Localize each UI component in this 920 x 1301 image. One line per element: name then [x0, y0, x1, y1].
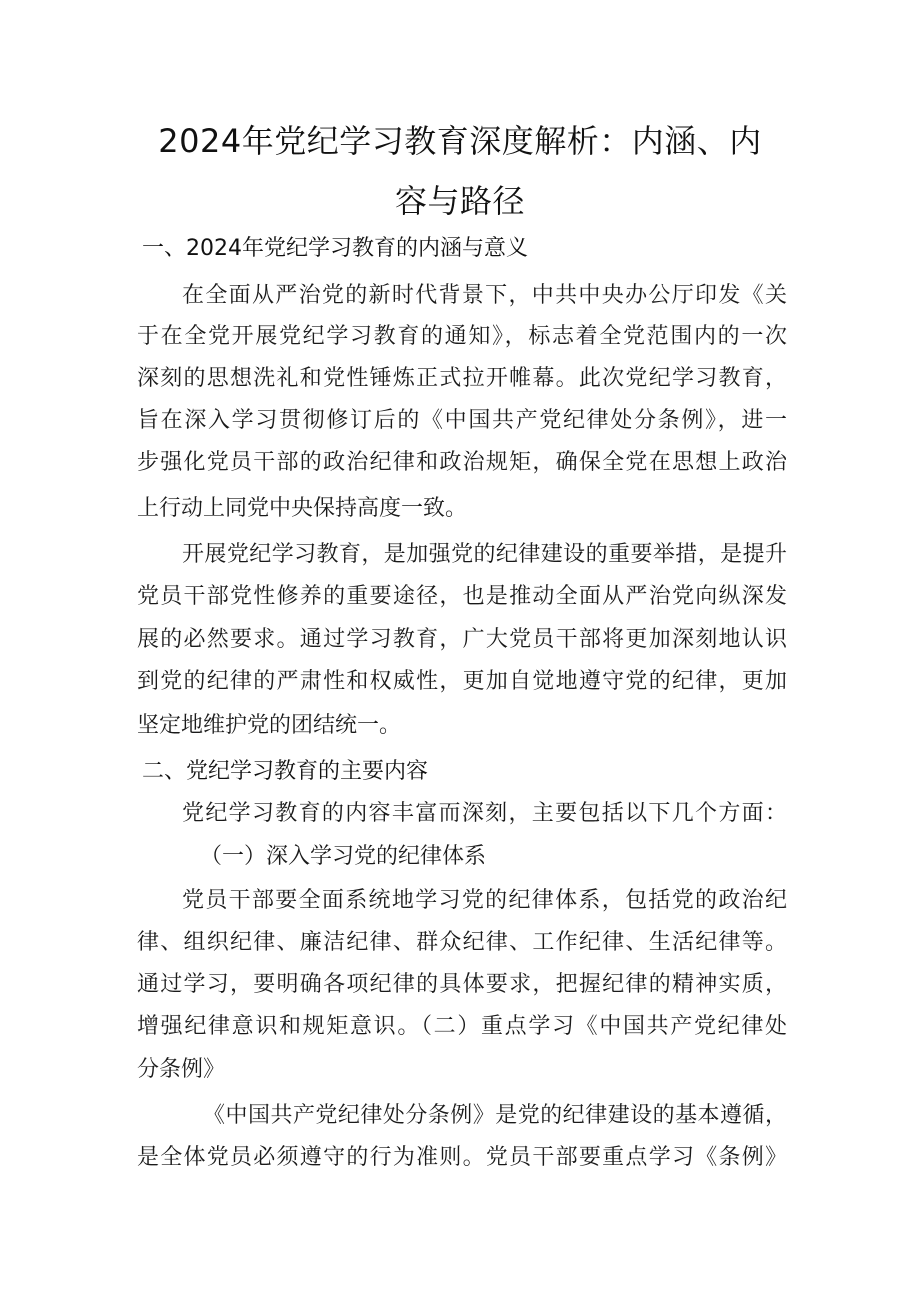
paragraph-line: 党员干部要全面系统地学习党的纪律体系，包括党的政治纪 [182, 888, 787, 913]
paragraph-line: 于在全党开展党纪学习教育的通知》，标志着全党范围内的一次 [137, 324, 787, 349]
paragraph-line: 通过学习，要明确各项纪律的具体要求，把握纪律的精神实质， [137, 972, 787, 997]
paragraph-line: 《中国共产党纪律处分条例》是党的纪律建设的基本遵循， [203, 1103, 787, 1128]
paragraph-line: 坚定地维护党的团结统一。 [137, 713, 402, 738]
paragraph-line: 党员干部党性修养的重要途径，也是推动全面从严治党向纵深发 [137, 584, 787, 609]
paragraph-line: 分条例》 [137, 1057, 226, 1082]
document-title-line-2: 容与路径 [394, 182, 525, 220]
section-1-heading: 一、2024年党纪学习教育的内涵与意义 [142, 236, 528, 261]
paragraph-line: 上行动上同党中央保持高度一致。 [137, 496, 468, 521]
document-title-line-1: 2024年党纪学习教育深度解析：内涵、内 [158, 122, 762, 160]
section-2-heading: 二、党纪学习教育的主要内容 [142, 759, 429, 784]
paragraph-line: 在全面从严治党的新时代背景下，中共中央办公厅印发《关 [182, 283, 787, 308]
paragraph-line: 到党的纪律的严肃性和权威性，更加自觉地遵守党的纪律，更加 [137, 669, 787, 694]
paragraph-line: 旨在深入学习贯彻修订后的《中国共产党纪律处分条例》，进一 [137, 408, 787, 433]
paragraph-line: 是全体党员必须遵守的行为准则。党员干部要重点学习《条例》 [137, 1145, 787, 1170]
subsection-1-heading: （一）深入学习党的纪律体系 [200, 844, 487, 869]
paragraph-line: 开展党纪学习教育，是加强党的纪律建设的重要举措，是提升 [182, 542, 787, 567]
paragraph-line: 增强纪律意识和规矩意识。（二）重点学习《中国共产党纪律处 [137, 1014, 787, 1039]
paragraph-line: 律、组织纪律、廉洁纪律、群众纪律、工作纪律、生活纪律等。 [137, 930, 787, 955]
paragraph-line: 深刻的思想洗礼和党性锤炼正式拉开帷幕。此次党纪学习教育， [137, 366, 787, 391]
paragraph-line: 党纪学习教育的内容丰富而深刻，主要包括以下几个方面： [182, 801, 787, 826]
paragraph-line: 步强化党员干部的政治纪律和政治规矩，确保全党在思想上政治 [137, 450, 787, 475]
paragraph-line: 展的必然要求。通过学习教育，广大党员干部将更加深刻地认识 [137, 627, 787, 652]
